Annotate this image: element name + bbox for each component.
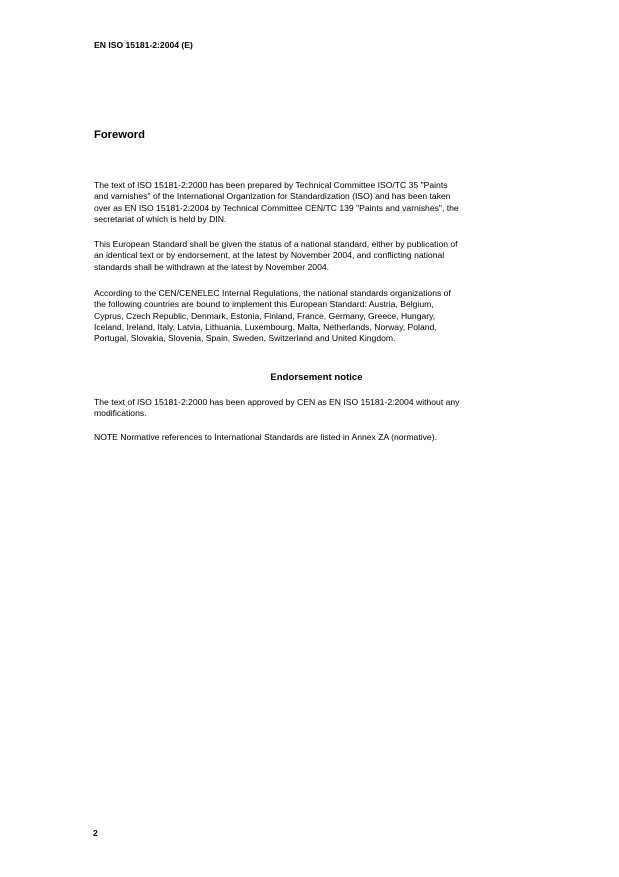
text-line: Iceland, Ireland, Italy, Latvia, Lithuania, Luxembourg, Malta, Netherlands, Norway, Poland, (94, 321, 437, 332)
text-line: the following countries are bound to implement this European Standard: Austria, Belgium, (94, 299, 434, 310)
text-line: standards shall be withdrawn at the latest by November 2004. (94, 261, 330, 272)
document-header: EN ISO 15181-2:2004 (E) (94, 40, 193, 50)
text-line: and varnishes" of the International Organization for Standardization (ISO) and has been taken (94, 191, 451, 202)
text-line: The text of ISO 15181-2:2000 has been prepared by Technical Committee ISO/TC 35 "Paints (94, 180, 448, 190)
foreword-paragraph-1 (94, 180, 539, 225)
text-line: modifications. (94, 408, 147, 419)
foreword-title: Foreword (94, 129, 145, 141)
text-line: over as EN ISO 15181-2:2004 by Technical Committee CEN/TC 139 "Paints and varnishes", the (94, 202, 459, 213)
text-line: The text of ISO 15181-2:2000 has been approved by CEN as EN ISO 15181-2:2004 without any (94, 397, 460, 407)
text-line: This European Standard shall be given the status of a national standard, either by publication of (94, 239, 458, 249)
foreword-paragraph-3 (94, 288, 539, 344)
page-number: 2 (93, 828, 98, 838)
normative-note (94, 432, 539, 443)
foreword-paragraph-2 (94, 239, 539, 273)
text-line: Portugal, Slovakia, Slovenia, Spain, Sweden, Switzerland and United Kingdom. (94, 333, 396, 344)
text-line: an identical text or by endorsement, at the latest by November 2004, and conflicting national (94, 250, 445, 261)
endorsement-paragraph (94, 397, 539, 420)
text-line: NOTE Normative references to International Standards are listed in Annex ZA (normative). (94, 432, 437, 442)
text-line: According to the CEN/CENELEC Internal Regulations, the national standards organizations of (94, 288, 451, 298)
text-line: Cyprus, Czech Republic, Denmark, Estonia, Finland, France, Germany, Greece, Hungary, (94, 310, 436, 321)
text-line: secretariat of which is held by DIN. (94, 213, 227, 224)
endorsement-heading: Endorsement notice (270, 372, 363, 383)
